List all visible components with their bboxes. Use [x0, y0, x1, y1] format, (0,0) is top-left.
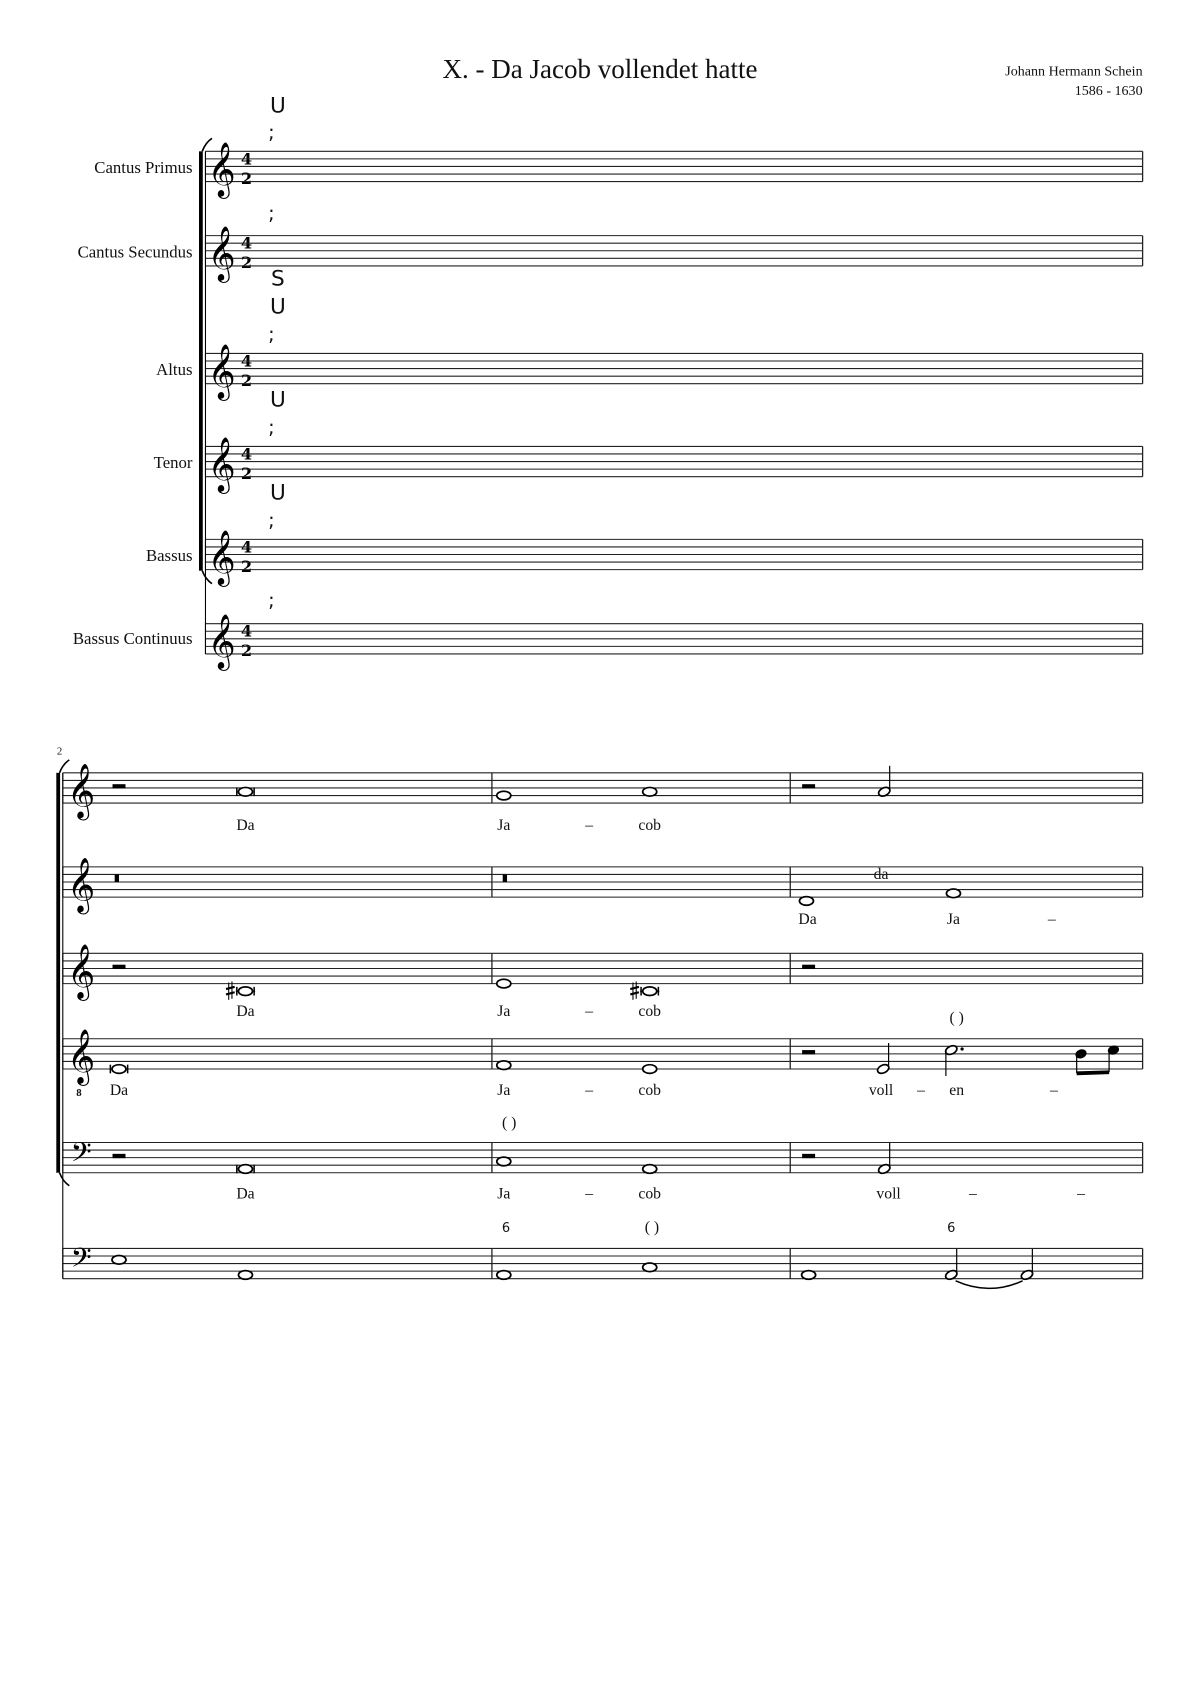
figured-bass	[502, 1219, 956, 1236]
composer-name: Johann Hermann Schein	[1005, 63, 1143, 80]
time-sig-numerator: 4	[240, 537, 253, 557]
staff	[205, 446, 1142, 476]
mark-u: U	[269, 387, 286, 413]
lyric-syllable: Da	[798, 911, 817, 929]
whole-note	[497, 1271, 511, 1280]
lyrics-tenor	[110, 1082, 1058, 1131]
time-sig-numerator: 4	[240, 149, 253, 169]
time-sig-denominator: 2	[240, 168, 253, 188]
lyric-syllable: Da	[236, 817, 255, 835]
mark-s: S	[271, 266, 285, 292]
staff	[205, 621, 1142, 654]
breve-note	[643, 987, 657, 996]
time-sig-denominator: 2	[240, 463, 253, 483]
sharp-stroke	[630, 987, 639, 989]
tie	[956, 1281, 1023, 1289]
time-sig-numerator: 4	[240, 233, 253, 253]
staff	[63, 1143, 1143, 1173]
whole-note	[643, 1065, 657, 1074]
piece-title: X. - Da Jacob vollendet hatte	[442, 53, 758, 84]
lyric-syllable: cob	[638, 817, 662, 835]
tenor-clef-octave: 8	[76, 1087, 82, 1100]
lyric-syllable: Ja	[497, 1185, 511, 1203]
treble-clef-icon: 𝄞	[67, 763, 96, 819]
lyric-syllable: da	[873, 865, 889, 883]
bass-clef-icon: 𝄢	[70, 1136, 92, 1175]
mark-semicolon: ;	[268, 588, 275, 612]
instrument-labels	[73, 158, 193, 648]
augmentation-dot	[960, 1047, 963, 1050]
time-sig-numerator: 4	[240, 351, 253, 371]
label-altus: Altus	[156, 360, 193, 380]
lyric-hyphen: –	[968, 1185, 977, 1203]
sharp-icon	[226, 981, 235, 999]
mark-u: U	[269, 294, 286, 320]
label-bassus: Bassus	[145, 545, 193, 565]
half-rest	[802, 784, 815, 788]
lyric-syllable: voll	[876, 1185, 901, 1203]
lyric-syllable: cob	[638, 1081, 662, 1099]
staff	[63, 953, 1143, 983]
figure: 6	[501, 1221, 511, 1237]
breve-rest	[503, 874, 507, 882]
staff	[63, 867, 1143, 897]
label-tenor: Tenor	[153, 453, 193, 473]
half-rest	[113, 1154, 126, 1158]
mark-u: U	[269, 93, 286, 119]
whole-note	[497, 979, 511, 988]
treble-clef-icon: 𝄞	[207, 614, 236, 670]
time-sig-denominator: 2	[240, 253, 253, 273]
treble-clef-icon: 𝄞	[67, 857, 96, 913]
lyric-syllable: en	[949, 1081, 965, 1099]
lyric-hyphen: –	[1050, 1081, 1058, 1099]
lyric-hyphen: –	[585, 1081, 594, 1099]
staff	[63, 1248, 1143, 1278]
lyrics-altus	[236, 1003, 964, 1026]
lyric-hyphen: –	[917, 1081, 925, 1099]
whole-note	[799, 897, 813, 906]
figure: 6	[947, 1221, 956, 1237]
label-bassus-continuus: Bassus Continuus	[72, 629, 193, 649]
sharp-stroke	[630, 992, 639, 994]
staff	[63, 773, 1143, 803]
half-rest	[802, 965, 815, 969]
lyric-syllable: Ja	[497, 1003, 511, 1021]
treble-clef-icon: 𝄞	[67, 943, 96, 999]
lyric-syllable: Da	[236, 1185, 255, 1203]
staff	[205, 233, 1142, 266]
breve-note	[112, 1065, 126, 1074]
system-bracket	[56, 773, 60, 1173]
lyrics-cantus-secundus	[798, 911, 1056, 928]
whole-note	[802, 1271, 816, 1280]
breve-note	[238, 987, 252, 996]
lyric-syllable: Ja	[497, 1081, 511, 1099]
lyric-syllable: Da	[236, 1003, 255, 1021]
measure-number: 2	[56, 745, 63, 758]
bass-clef-icon: 𝄢	[70, 1242, 92, 1281]
time-sig-denominator: 2	[240, 556, 253, 576]
lyric-hyphen: –	[585, 817, 594, 835]
treble-clef-icon: 𝄞	[207, 226, 236, 282]
whole-note	[643, 1165, 657, 1174]
label-cantus-primus: Cantus Primus	[94, 157, 193, 177]
lyric-hyphen: –	[585, 1185, 594, 1203]
bracket-hook	[60, 1173, 70, 1186]
staff	[205, 539, 1142, 569]
time-signatures	[241, 149, 252, 660]
breve-rest	[115, 874, 119, 882]
whole-note	[946, 889, 960, 898]
sharp-stroke	[226, 992, 235, 994]
staff	[63, 1039, 1143, 1069]
time-sig-denominator: 2	[240, 370, 253, 390]
editorial-parentheses: ( )	[502, 1114, 517, 1132]
engraving	[56, 138, 1142, 1288]
sharp-stroke	[226, 987, 235, 989]
mark-semicolon: ;	[268, 201, 275, 225]
lyric-hyphen: –	[1047, 911, 1056, 929]
half-rest	[113, 784, 126, 788]
whole-note	[643, 1263, 657, 1272]
mark-u: U	[269, 480, 286, 506]
staff	[205, 151, 1142, 181]
half-rest	[802, 1154, 815, 1158]
label-cantus-secundus: Cantus Secundus	[77, 242, 193, 262]
lyric-hyphen: –	[1077, 1185, 1085, 1203]
treble-clef-icon: 𝄞	[207, 343, 236, 399]
lyric-syllable: voll	[868, 1081, 894, 1099]
mark-semicolon: ;	[268, 322, 275, 346]
editorial-parentheses: ( )	[949, 1009, 964, 1027]
whole-note	[497, 1157, 511, 1166]
staff	[205, 353, 1142, 383]
breve-note	[238, 1165, 252, 1174]
mark-semicolon: ;	[268, 508, 275, 532]
beam	[1077, 1072, 1109, 1073]
treble-clef-icon: 𝄞	[207, 529, 236, 585]
whole-note	[238, 1271, 252, 1280]
lyrics-bassus	[236, 1186, 1085, 1203]
half-rest	[113, 965, 126, 969]
system-bracket	[199, 151, 203, 570]
whole-note	[643, 787, 657, 796]
lyric-syllable: Ja	[946, 911, 960, 929]
time-sig-numerator: 4	[240, 621, 253, 641]
mark-semicolon: ;	[268, 415, 275, 439]
time-sig-denominator: 2	[240, 641, 253, 661]
whole-note	[497, 791, 511, 800]
figure: ( )	[644, 1219, 660, 1237]
mark-semicolon: ;	[268, 120, 275, 144]
lyric-syllable: cob	[638, 1003, 662, 1021]
treble-clef-icon: 𝄞	[207, 141, 236, 197]
lyric-syllable: Da	[109, 1081, 129, 1099]
whole-note	[112, 1255, 126, 1264]
breve-note	[238, 787, 252, 796]
system1-marks	[268, 93, 286, 611]
treble-clef-icon: 𝄞	[207, 436, 236, 492]
half-rest	[802, 1050, 815, 1054]
composer-dates: 1586 - 1630	[1074, 83, 1143, 100]
lyric-hyphen: –	[585, 1003, 594, 1021]
whole-note	[497, 1061, 511, 1070]
time-sig-numerator: 4	[240, 444, 253, 464]
lyric-syllable: Ja	[497, 817, 511, 835]
treble-clef-icon: 𝄞	[67, 1029, 96, 1085]
sharp-icon	[630, 981, 639, 999]
lyric-syllable: cob	[638, 1185, 662, 1203]
